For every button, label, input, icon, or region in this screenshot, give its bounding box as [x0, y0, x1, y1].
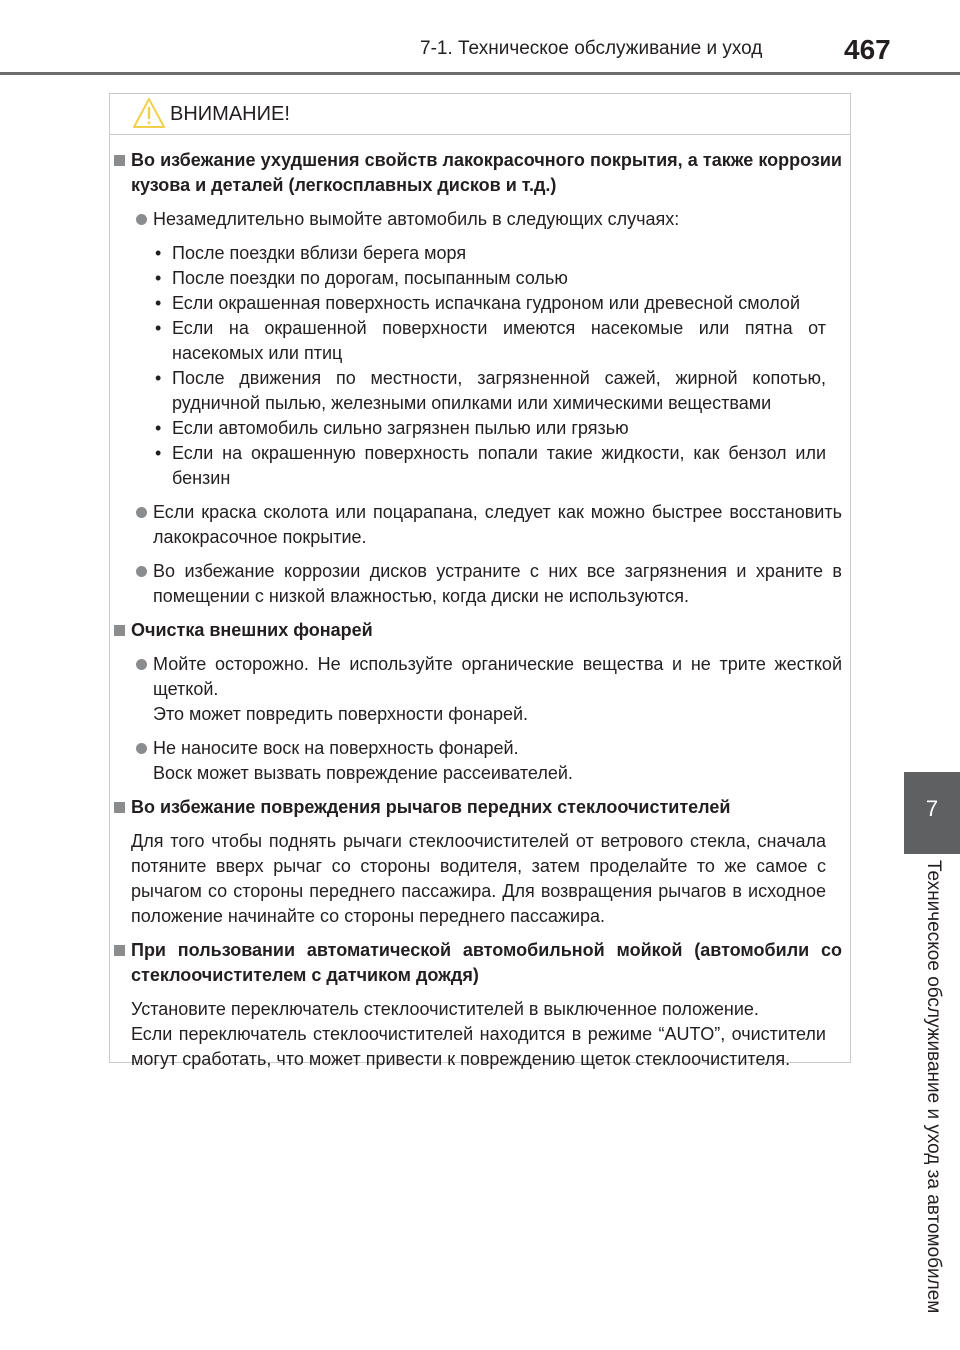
list-item: • После поездки вблизи берега моря: [155, 243, 467, 263]
wipers-instruction: Для того чтобы поднять рычаги стеклоочистителей от ветрового стекла, сначала потяните вверх рычаг со стороны водителя, затем проделайте то же самое с рычагом со стороны переднего пассажира. Для возвращения рычагов в исходное положение начинайте со стороны переднего пассажира.: [131, 831, 826, 926]
lamps-instruction-wax: Не наносите воск на поверхность фонарей.: [114, 736, 842, 761]
paint-instruction-wheels: Во избежание коррозии дисков устраните с них все загрязнения и храните в помещении с низкой влажностью, когда диски не используются.: [114, 559, 842, 609]
chapter-tab: [904, 772, 960, 854]
square-bullet-icon: [114, 802, 125, 813]
list-item: • Если на окрашенную поверхность попали такие жидкости, как бензол или бензин: [155, 443, 826, 488]
wash-cases-list: [114, 241, 842, 491]
circle-bullet-icon: [136, 214, 147, 225]
square-bullet-icon: [114, 945, 125, 956]
list-item: • Если автомобиль сильно загрязнен пылью или грязью: [155, 418, 629, 438]
list-item: • Если на окрашенной поверхности имеются насекомые или пятна от насекомых или птиц: [155, 318, 826, 363]
square-bullet-icon: [114, 155, 125, 166]
page-number: 467: [844, 34, 891, 65]
list-item: • После поездки по дорогам, посыпанным солью: [155, 268, 568, 288]
list-item: • Если окрашенная поверхность испачкана гудроном или древесной смолой: [155, 293, 800, 313]
section-heading-lamps: Очистка внешних фонарей: [114, 618, 842, 643]
lamps-instruction-wash: Мойте осторожно. Не используйте органические вещества и не трите жесткой щеткой.: [114, 652, 842, 702]
section-heading-paint: Во избежание ухудшения свойств лакокрасочного покрытия, а также коррозии кузова и деталей (легкосплавных дисков и т.д.): [114, 148, 842, 198]
car-wash-note: Если переключатель стеклоочистителей находится в режиме “AUTO”, очистители могут сработать, что может привести к повреждению щеток стеклоочистителя.: [131, 1024, 826, 1069]
warning-triangle-icon: [132, 97, 166, 129]
paint-instruction-repair: Если краска сколота или поцарапана, следует как можно быстрее восстановить лакокрасочное покрытие.: [114, 500, 842, 550]
warning-header: [110, 94, 850, 135]
paint-instruction-wash: Незамедлительно вымойте автомобиль в следующих случаях:: [114, 207, 842, 232]
lamps-instruction-wax-note: Воск может вызвать повреждение рассеивателей.: [153, 763, 573, 783]
circle-bullet-icon: [136, 659, 147, 670]
warning-title: ВНИМАНИЕ!: [170, 103, 290, 125]
header-rule: [0, 72, 960, 75]
header-title: 7-1. Техническое обслуживание и уход: [420, 38, 763, 59]
section-heading-car-wash: При пользовании автоматической автомобильной мойкой (автомобили со стеклоочистителем с датчиком дождя): [114, 938, 842, 988]
circle-bullet-icon: [136, 566, 147, 577]
chapter-label: Техническое обслуживание и уход за автомобилем: [923, 860, 944, 1314]
warning-content: [114, 148, 842, 1072]
section-heading-wipers: Во избежание повреждения рычагов передних стеклоочистителей: [114, 795, 842, 820]
circle-bullet-icon: [136, 507, 147, 518]
lamps-instruction-wash-note: Это может повредить поверхности фонарей.: [153, 704, 529, 724]
circle-bullet-icon: [136, 743, 147, 754]
square-bullet-icon: [114, 625, 125, 636]
chapter-number: 7: [925, 796, 939, 821]
list-item: • После движения по местности, загрязненной сажей, жирной копотью, рудничной пылью, железными опилками или химическими веществами: [155, 368, 826, 413]
car-wash-instruction: Установите переключатель стеклоочистителей в выключенное положение.: [131, 999, 759, 1019]
